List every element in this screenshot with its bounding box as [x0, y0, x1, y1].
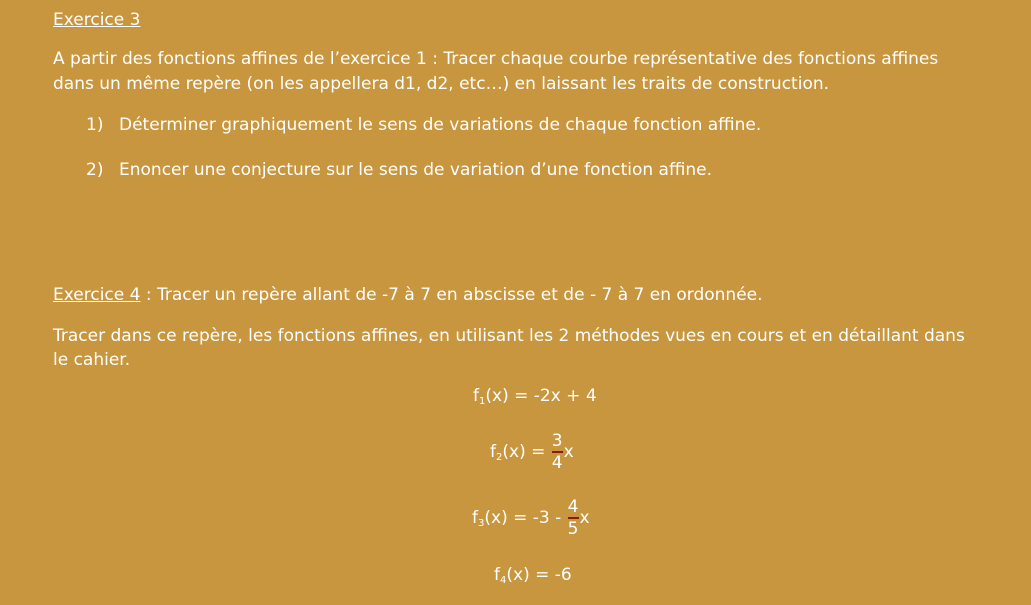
f2-fraction — [552, 432, 563, 472]
exercise-3-question-2 — [86, 158, 712, 182]
f4-name: f — [494, 565, 500, 585]
formula-f2 — [490, 432, 574, 472]
question-1-number: 1) — [86, 115, 104, 135]
f2-denominator: 4 — [551, 453, 563, 473]
exercise-3-instruction-line-1: A partir des fonctions affines de l’exercice 1 : Tracer chaque courbe représentative des fonctions affines — [53, 49, 939, 69]
formula-f1 — [473, 386, 597, 406]
f3-constant: -3 - — [532, 508, 567, 528]
exercise-4-title-rest: : Tracer un repère allant de -7 à 7 en abscisse et de - 7 à 7 en ordonnée. — [140, 285, 763, 305]
exercise-4-instruction-line-1: Tracer dans ce repère, les fonctions affines, en utilisant les 2 méthodes vues en cours et en détaillant dans — [53, 326, 965, 346]
exercise-4-heading — [53, 283, 763, 307]
f1-name: f — [473, 386, 479, 406]
f1-arg: (x) = — [485, 386, 534, 406]
f3-arg: (x) = — [484, 508, 533, 528]
f2-variable: x — [563, 442, 574, 462]
f2-arg: (x) = — [502, 442, 551, 462]
f3-name: f — [472, 508, 478, 528]
f3-subscript: 3 — [478, 518, 485, 529]
f2-numerator: 3 — [551, 431, 563, 451]
f4-arg: (x) = — [506, 565, 555, 585]
exercise-3-question-1 — [86, 113, 761, 137]
f3-variable: x — [579, 508, 590, 528]
formula-f4 — [494, 565, 572, 585]
f4-subscript: 4 — [500, 575, 507, 586]
exercise-4-instruction-line-2: le cahier. — [53, 350, 131, 370]
exercise-3-instruction-line-2: dans un même repère (on les appellera d1, d2, etc…) en laissant les traits de construction. — [53, 74, 830, 94]
question-1-text: Déterminer graphiquement le sens de variations de chaque fonction affine. — [119, 115, 762, 135]
exercise-4-title: Exercice 4 — [53, 285, 141, 305]
question-2-text: Enoncer une conjecture sur le sens de variation d’une fonction affine. — [119, 160, 713, 180]
f1-subscript: 1 — [479, 396, 486, 407]
exercise-3-title: Exercice 3 — [53, 10, 141, 30]
formula-f3 — [472, 498, 590, 538]
f3-numerator: 4 — [567, 497, 579, 517]
f2-subscript: 2 — [496, 452, 503, 463]
f4-expression: -6 — [554, 565, 572, 585]
f3-denominator: 5 — [567, 519, 579, 539]
f2-name: f — [490, 442, 496, 462]
f3-fraction — [568, 498, 579, 538]
question-2-number: 2) — [86, 160, 104, 180]
f1-expression: -2x + 4 — [533, 386, 597, 406]
